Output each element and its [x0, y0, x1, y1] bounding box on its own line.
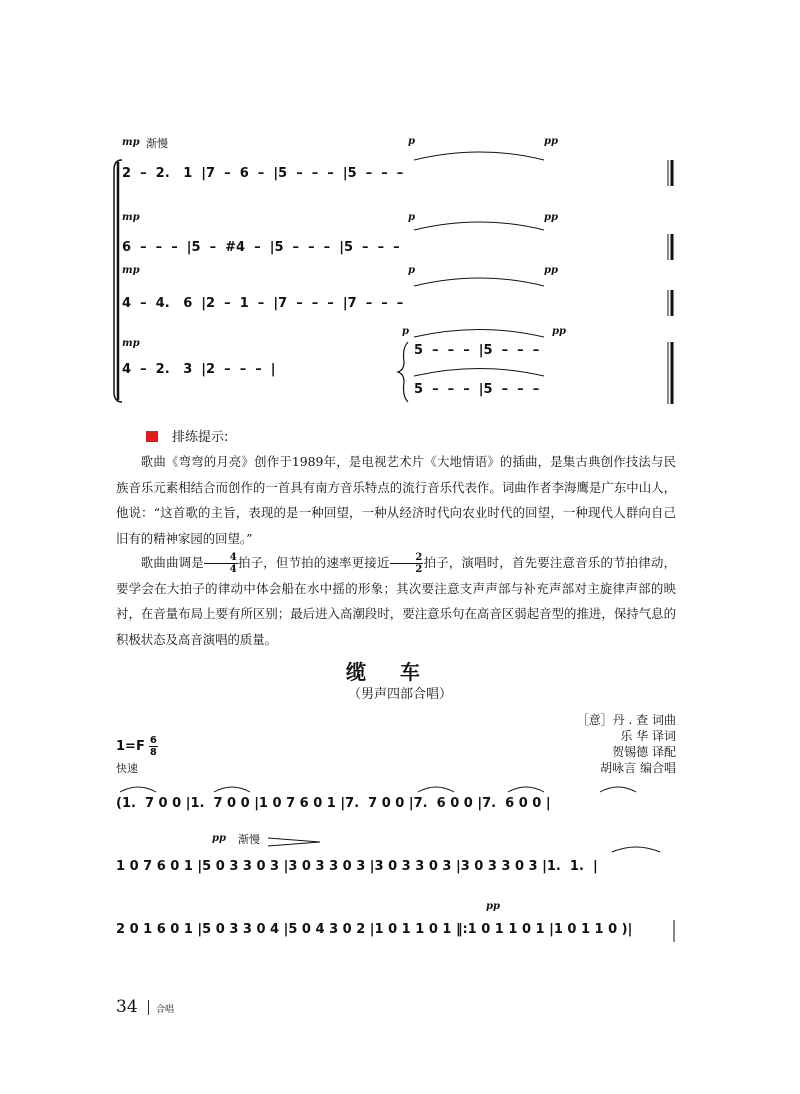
row1-dyn-end: pp [544, 136, 558, 147]
tips-para2-b: 拍子，但节拍的速率更接近 [237, 555, 390, 570]
song-title: 缆车 [346, 660, 454, 684]
row4-lower-notes: 5 – – – |5 – – – [414, 382, 540, 397]
row2-notes: 6 – – – |5 – #4 – |5 – – – |5 – – – [122, 240, 400, 255]
row1-dyn-start: mp [122, 137, 140, 148]
tips-paragraph-1 [116, 449, 676, 551]
row4-notes: 4 – 2. 3 |2 – – – | [122, 362, 276, 377]
credit-line: 乐 华 译词 [620, 729, 676, 743]
red-square-icon [146, 431, 158, 442]
row3-dyn-start: mp [122, 265, 140, 276]
song-line-2: 1 0 7 6 0 1 |5 0 3 3 0 3 |3 0 3 3 0 3 |3 0 3 3 0 3 |3 0 3 3 0 3 |1. 1. | [116, 859, 598, 874]
row4-dyn-start: mp [122, 338, 140, 349]
song-tempo: 快速 [116, 762, 138, 775]
song-line2-dyn: pp [212, 833, 226, 844]
row2-dyn-end: pp [544, 212, 558, 223]
row2-dyn-mid: p [408, 212, 415, 223]
page-number: 34 [116, 997, 138, 1017]
song-line-3: 2 0 1 6 0 1 |5 0 3 3 0 4 |5 0 4 3 0 2 |1 0 1 1 0 1 ‖:1 0 1 1 0 1 |1 0 1 1 0 )| [116, 922, 633, 937]
song-credits [577, 712, 676, 776]
tips-para2-a: 歌曲曲调是 [140, 555, 204, 570]
key-text: 1=F [116, 739, 145, 754]
tips-heading-text: 排练提示: [172, 430, 229, 445]
row2-dyn-start: mp [122, 212, 140, 223]
credit-line: 贺锡德 译配 [612, 745, 676, 759]
score-top-bracket [0, 0, 800, 420]
row3-dyn-mid: p [408, 265, 415, 276]
credit-line: ［意］丹 . 查 词曲 [576, 713, 676, 727]
footer-separator [148, 1000, 149, 1015]
tips-heading [146, 426, 228, 445]
song-line3-dyn: pp [486, 901, 500, 912]
row4-dyn-end: pp [552, 326, 566, 337]
footer-label: 合唱 [156, 1005, 175, 1015]
tips-paragraph-2 [116, 550, 676, 652]
tips-para1-text: 歌曲《弯弯的月亮》创作于1989年，是电视艺术片《大地情语》的插曲，是集古典创作技法与民族音乐元素相结合而创作的一首具有南方音乐特点的流行音乐代表作。词曲作者李海鹰是广东中山人，他说：“这首歌的主旨，表现的是一种回望，一种从经济时代向农业时代的回望，一种现代人群向自己旧有的精神家园的回望。” [116, 454, 676, 546]
fraction-4-4: $\frac{4}{4}$ [204, 552, 238, 575]
row1-dyn-mid: p [408, 136, 415, 147]
tips-para2-c: 拍子，演唱时，首先要注意音乐的节拍律动，要学会在大拍子的律动中体会船在水中摇的形象；其次要注意支声声部与补充声部对主旋律声部的映衬，在音量布局上要有所区别；最后进入高潮段时，要注意乐句在高音区弱起音型的推进，保持气息的积极状态及高音演唱的质量。 [116, 555, 677, 647]
credit-line: 胡咏言 编合唱 [600, 761, 676, 775]
row4-dyn-mid: p [402, 326, 409, 337]
row3-notes: 4 – 4. 6 |2 – 1 – |7 – – – |7 – – – [122, 296, 404, 311]
row3-dyn-end: pp [544, 265, 558, 276]
key-signature [116, 735, 158, 758]
song-line2-tempo: 渐慢 [238, 833, 260, 846]
row1-tempo: 渐慢 [146, 137, 168, 150]
row1-notes: 2 – 2. 1 |7 – 6 – |5 – – – |5 – – – [122, 166, 404, 181]
time-signature: $\frac{6}{8}$ [149, 735, 157, 758]
song-line-1: (1. 7 0 0 |1. 7 0 0 |1 0 7 6 0 1 |7. 7 0 0 |7. 6 0 0 |7. 6 0 0 | [116, 796, 551, 811]
row4-upper-notes: 5 – – – |5 – – – [414, 343, 540, 358]
fraction-2-2: $\frac{2}{2}$ [390, 552, 424, 575]
song-subtitle: （男声四部合唱） [347, 687, 452, 702]
